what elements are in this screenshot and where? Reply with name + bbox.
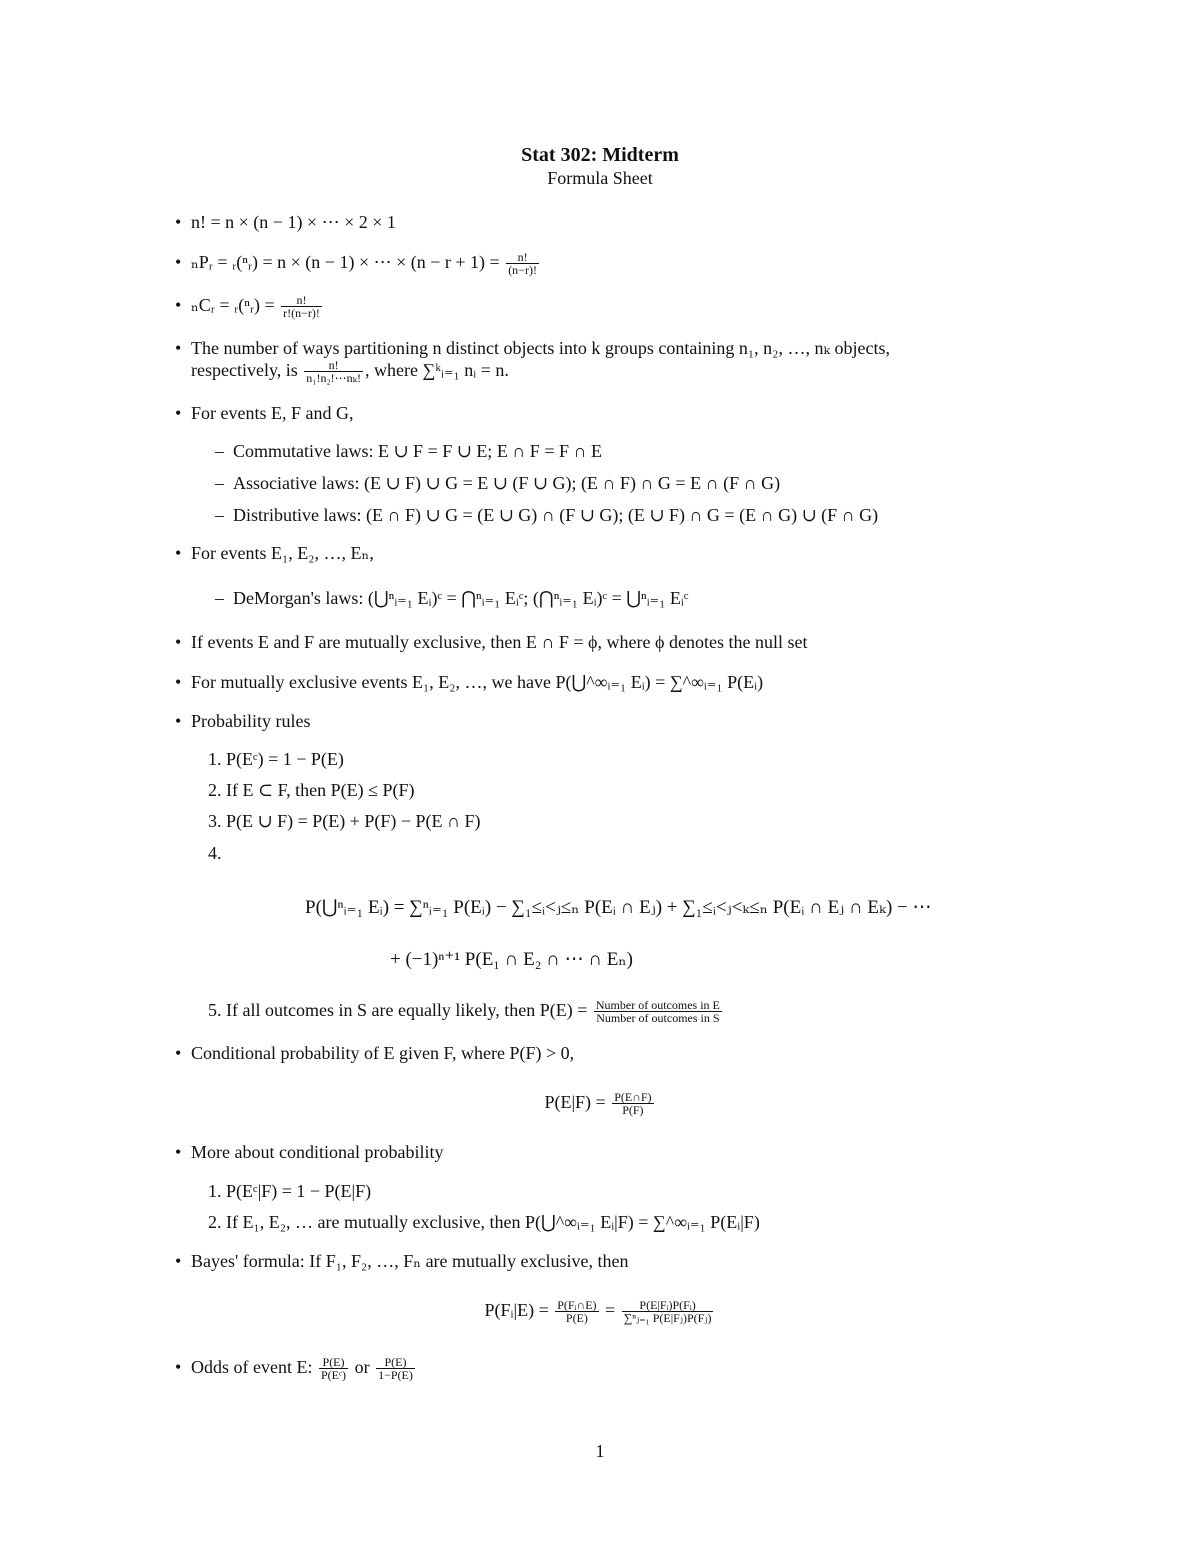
formula-line	[175, 710, 311, 732]
fraction-numerator: P(E|Fᵢ)P(Fᵢ)	[622, 1299, 714, 1312]
formula-text: 2. If E₁, E₂, … are mutually exclusive, then P(⋃^∞ᵢ₌₁ Eᵢ|F) = ∑^∞ᵢ₌₁ P(Eᵢ|F)	[208, 1212, 760, 1232]
formula-text: For events E, F and G,	[191, 403, 354, 423]
formula-text: The number of ways partitioning n distinct objects into k groups containing n₁, n₂, …, nₖ objects,	[191, 338, 891, 358]
formula-line	[175, 251, 541, 276]
formula-line	[0, 1091, 1200, 1116]
formula-line	[215, 587, 688, 609]
formula-text: DeMorgan's laws: (⋃ⁿᵢ₌₁ Eᵢ)ᶜ = ⋂ⁿᵢ₌₁ Eᵢᶜ; (⋂ⁿᵢ₌₁ Eᵢ)ᶜ = ⋃ⁿᵢ₌₁ Eᵢᶜ	[233, 588, 689, 608]
page-number: 1	[595, 1441, 605, 1461]
formula-text: Conditional probability of E given F, where P(F) > 0,	[191, 1043, 575, 1063]
formula-text: 1. P(Eᶜ|F) = 1 − P(E|F)	[208, 1181, 372, 1201]
formula-text: P(⋃ⁿᵢ₌₁ Eᵢ) = ∑ⁿᵢ₌₁ P(Eᵢ) − ∑₁≤ᵢ<ⱼ≤ₙ P(Eᵢ ∩ Eⱼ) + ∑₁≤ᵢ<ⱼ<ₖ≤ₙ P(Eᵢ ∩ Eⱼ ∩ Eₖ) − ⋯	[305, 897, 932, 918]
formula-text: If events E and F are mutually exclusive, then E ∩ F = ϕ, where ϕ denotes the null set	[191, 632, 808, 652]
fraction	[506, 251, 539, 276]
fraction	[555, 1299, 598, 1324]
formula-text: ₙCᵣ = ᵣ(ⁿᵣ) =	[191, 295, 280, 315]
fraction-numerator: P(E)	[319, 1356, 348, 1369]
formula-line	[215, 440, 602, 462]
formula-line	[175, 631, 807, 653]
fraction-denominator: n₁!n₂!⋯nₖ!	[306, 371, 362, 386]
fraction	[304, 359, 363, 384]
formula-text: + (−1)ⁿ⁺¹ P(E₁ ∩ E₂ ∩ ⋯ ∩ Eₙ)	[390, 949, 633, 970]
fraction-denominator: P(F)	[622, 1103, 644, 1118]
formula-text: ₙPᵣ = ᵣ(ⁿᵣ) = n × (n − 1) × ⋯ × (n − r + 1) =	[191, 252, 505, 272]
fraction-numerator: n!	[281, 294, 322, 307]
formula-line	[175, 1141, 443, 1163]
formula-text: or	[350, 1357, 375, 1377]
formula-line	[208, 810, 481, 832]
formula-line	[208, 999, 724, 1024]
fraction-numerator: Number of outcomes in E	[595, 998, 720, 1013]
formula-line	[175, 1356, 417, 1381]
formula-line	[208, 842, 222, 864]
formula-line	[305, 897, 932, 919]
fraction-denominator: (n−r)!	[508, 263, 537, 278]
fraction	[376, 1356, 415, 1381]
formula-line	[175, 337, 890, 359]
formula-text: P(Fᵢ|E) =	[484, 1300, 554, 1320]
fraction-denominator: P(E)	[565, 1311, 588, 1326]
formula-text: Probability rules	[191, 711, 311, 731]
formula-text: Bayes' formula: If F₁, F₂, …, Fₙ are mutually exclusive, then	[191, 1251, 629, 1271]
formula-line	[0, 1299, 1200, 1324]
fraction-denominator: 1−P(E)	[378, 1368, 413, 1383]
formula-text: 5. If all outcomes in S are equally likely, then P(E) =	[208, 1000, 592, 1020]
formula-text: For mutually exclusive events E₁, E₂, …, we have P(⋃^∞ᵢ₌₁ Eᵢ) = ∑^∞ᵢ₌₁ P(Eᵢ)	[191, 672, 764, 692]
formula-text: For events E₁, E₂, …, Eₙ,	[191, 543, 374, 563]
formula-text: 1. P(Eᶜ) = 1 − P(E)	[208, 749, 344, 769]
formula-line	[390, 949, 633, 971]
fraction	[612, 1091, 653, 1116]
fraction	[594, 999, 722, 1024]
formula-text: , where ∑ᵏᵢ₌₁ nᵢ = n.	[365, 360, 509, 380]
page-title: Stat 302: Midterm	[521, 144, 679, 166]
fraction	[622, 1299, 714, 1324]
formula-text: Odds of event E:	[191, 1357, 317, 1377]
formula-text: n! = n × (n − 1) × ⋯ × 2 × 1	[191, 212, 396, 232]
formula-line	[175, 211, 396, 233]
formula-line	[175, 671, 763, 693]
formula-text: 2. If E ⊂ F, then P(E) ≤ P(F)	[208, 780, 415, 800]
formula-text: More about conditional probability	[191, 1142, 444, 1162]
formula-text: 4.	[208, 843, 222, 863]
formula-text: Associative laws: (E ∪ F) ∪ G = E ∪ (F ∪ G); (E ∩ F) ∩ G = E ∩ (F ∩ G)	[233, 473, 781, 493]
fraction	[281, 294, 322, 319]
page-subtitle: Formula Sheet	[547, 168, 653, 188]
formula-line	[175, 294, 324, 319]
formula-line	[215, 504, 878, 526]
fraction-numerator: n!	[506, 251, 539, 264]
formula-line	[175, 542, 374, 564]
fraction-numerator: P(E)	[376, 1356, 415, 1369]
fraction-denominator: P(Eᶜ)	[320, 1368, 347, 1383]
formula-line	[208, 1180, 371, 1202]
formula-line	[208, 779, 415, 801]
formula-text: =	[600, 1300, 620, 1320]
fraction-numerator: P(Fᵢ∩E)	[557, 1298, 597, 1313]
fraction-numerator: n!	[304, 359, 363, 372]
formula-text: Commutative laws: E ∪ F = F ∪ E; E ∩ F = F ∩ E	[233, 441, 602, 461]
formula-line	[191, 359, 509, 384]
formula-line	[215, 472, 780, 494]
formula-line	[208, 748, 344, 770]
fraction-denominator: r!(n−r)!	[283, 306, 320, 321]
formula-text: 3. P(E ∪ F) = P(E) + P(F) − P(E ∩ F)	[208, 811, 481, 831]
formula-text: respectively, is	[191, 360, 303, 380]
fraction	[319, 1356, 348, 1381]
formula-line	[175, 1042, 574, 1064]
formula-line	[175, 1250, 629, 1272]
formula-line	[208, 1211, 760, 1233]
fraction-numerator: P(E∩F)	[614, 1090, 652, 1105]
formula-line	[175, 402, 353, 424]
formula-text: P(E|F) =	[544, 1092, 611, 1112]
fraction-denominator: ∑ⁿⱼ₌₁ P(E|Fⱼ)P(Fⱼ)	[623, 1311, 712, 1326]
formula-text: Distributive laws: (E ∩ F) ∪ G = (E ∪ G) ∩ (F ∪ G); (E ∪ F) ∩ G = (E ∩ G) ∪ (F ∩ G)	[233, 505, 879, 525]
fraction-denominator: Number of outcomes in S	[596, 1011, 720, 1026]
